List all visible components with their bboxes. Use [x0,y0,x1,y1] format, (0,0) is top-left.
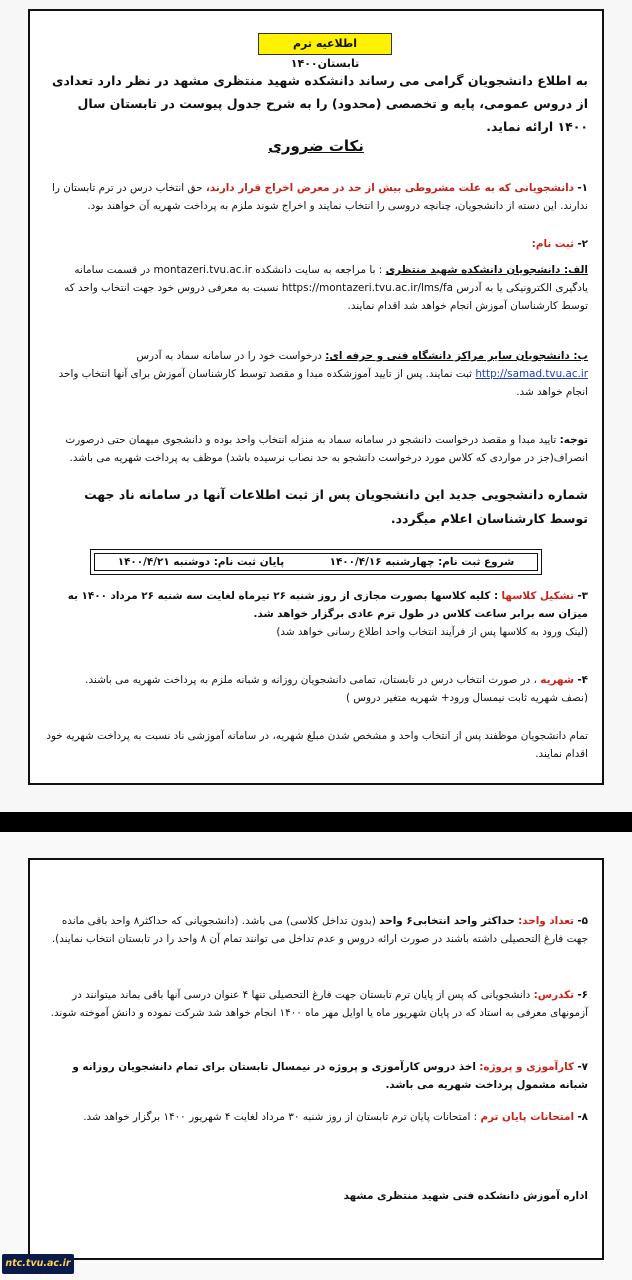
be-label: ب: دانشجویان سایر مراکز دانشگاه فنی و حرفه ای: [325,350,588,362]
registration-end: پایان ثبت نام: دوشنبه ۱۴۰۰/۴/۲۱ [117,556,285,568]
item-5-number: ۵- [577,915,588,927]
item-8-label: امتحانات پایان ترم [480,1111,575,1123]
watermark-logo [2,1254,74,1274]
item-8-text: : امتحانات پایان ترم تابستان از روز شنبه ۳۰ مرداد لغایت ۴ شهریور ۱۴۰۰ برگزار خواهد شد. [83,1111,478,1123]
item-5-bold: حداکثر واحد انتخابی۶ واحد [379,915,515,927]
watermark-text: ntc.tvu.ac.ir [5,1258,71,1269]
item-6-number: ۶- [577,989,588,1001]
item-8 [44,1108,588,1126]
item-4-number: ۴- [577,674,588,686]
section-heading: نکات ضروری [268,137,364,155]
college-site-text: montazeri.tvu.ac.ir [153,264,252,276]
item-5 [44,912,588,948]
item-3 [44,587,588,642]
item-8-number: ۸- [577,1111,588,1123]
item-3-text: : کلیه کلاسها بصورت مجازی از روز شنبه ۲۶ تیرماه لغایت سه شنبه ۲۶ مرداد ۱۴۰۰ به میزان سه برابر ساعت کلاس در طول ترم عادی برگزار خواهد شد. [67,590,588,621]
item-3-note: (لینک ورود به کلاسها پس از فرآیند انتخاب واحد اطلاع رسانی خواهد شد) [276,626,588,639]
be-text-2: ثبت نمایند. پس از تایید آموزشکده مبدا و مقصد توسط کارشناسان آموزش برای آنها انتخاب واحد انجام خواهد شد. [58,368,588,399]
announcement-title: اطلاعیه ترم تابستان۱۴۰۰ [258,33,392,55]
intro-paragraph: به اطلاع دانشجویان گرامی می رساند دانشکده شهید منتظری مشهد در نظر دارد تعدادی از دروس عمومی، پایه و تخصصی (محدود) را به شرح جدول پیوست در تابستان سال ۱۴۰۰ ارائه نماید. [52,73,588,135]
item-4-text: ، در صورت انتخاب درس در تابستان، تمامی دانشجویان روزانه و شبانه ملزم به پرداخت شهریه می باشند. [85,674,537,686]
item-1-number: ۱- [577,182,588,194]
page-separator [0,812,632,832]
final-paragraph: تمام دانشجویان موظفند پس از انتخاب واحد و مشخص شدن مبلغ شهریه، در سامانه آموزشی ناد نسبت به پرداخت شهریه خود اقدام نمایند. [46,730,588,761]
item-1-warning: دانشجویانی که به علت مشروطی بیش از حد در معرض اخراج قرار دارند، [205,182,575,194]
lms-address-text: https://montazeri.tvu.ac.ir/lms/fa [281,282,453,295]
item-5-text: (بدون تداخل کلاسی) می باشد. (دانشجویانی که حداکثر۸ واحد باقی مانده جهت فارغ التحصیلی داشته باشند در صورت ارائه دروس و عدم تداخل می توانند تمام آن ۸ واحد را در تابستان انتخاب نمایند). [51,915,588,946]
item-6 [44,986,588,1022]
note-paragraph [44,431,588,467]
document-page-2 [0,832,632,1280]
student-number-note: شماره دانشجویی جدید این دانشجویان پس از ثبت اطلاعات آنها در سامانه ناد جهت توسط کارشناسان اعلام میگردد. [84,487,588,526]
announcement-frame-1 [28,9,604,785]
item-4-note: (نصف شهریه ثابت نیمسال ورود+ شهریه متغیر دروس ) [345,692,588,705]
alef-label: الف: دانشجویان دانشکده شهید منتظری [385,264,588,276]
item-1-text: حق انتخاب درس در ترم تابستان را ندارند. این دسته از دانشجویان، چنانچه دروسی را انتخاب نمایند و اخراج شوند ملزم به پرداخت شهریه آن خواهند بود. [51,182,588,213]
item-7 [44,1058,588,1094]
note-label: توجه: [559,434,588,446]
announcement-frame-2 [28,858,604,1260]
alef-text-1: : با مراجعه به سایت دانشکده [255,264,383,276]
item-2-number: ۲- [577,238,588,250]
alef-text-2: در قسمت سامانه یادگیری الکترونیکی یا به آدرس [74,264,588,295]
item-4 [44,671,588,707]
registration-dates-box [90,549,542,575]
item-3-number: ۳- [577,590,588,602]
item-4-label: شهریه [540,674,575,686]
item-2-title [44,235,588,253]
be-text-1: درخواست خود را در سامانه سماد به آدرس [136,350,322,362]
item-7-number: ۷- [577,1061,588,1073]
registration-alef [44,261,588,316]
item-2-label: ثبت نام: [531,238,575,250]
samad-link[interactable]: http://samad.tvu.ac.ir [475,368,588,381]
note-text: تایید مبدا و مقصد درخواست دانشجو در سامانه سماد به منزله انتخاب واحد بوده و دانشجوی میهمان حتی درصورت انصراف(جز در مواردی که کلاس مورد درخواست دانشجو به حد نصاب نرسیده باشد) موظف به پرداخت شهریه می باشد. [65,434,588,465]
alef-text-3: نسبت به معرفی دروس خود جهت انتخاب واحد که توسط کارشناسان آموزش انجام خواهد شد اقدام نمایند. [64,282,588,313]
item-7-text: اخذ دروس کارآموزی و پروژه در نیمسال تابستان برای تمام دانشجویان روزانه و شبانه مشمول پرداخت شهریه می باشد. [72,1061,588,1092]
signature: اداره آموزش دانشکده فنی شهید منتظری مشهد [343,1190,588,1202]
item-7-label: کارآموزی و پروژه: [479,1061,575,1073]
item-5-label: تعداد واحد: [518,915,575,927]
item-6-label: تکدرس: [533,989,575,1001]
registration-start: شروع ثبت نام: چهارشنبه ۱۴۰۰/۴/۱۶ [329,556,515,568]
item-3-label: تشکیل کلاسها [501,590,575,602]
registration-be [44,347,588,402]
item-6-text: دانشجویانی که پس از پایان ترم تابستان جهت فارغ التحصیلی تنها ۴ عنوان درسی آنها باقی بماند میتوانند در آزمونهای معرفی به استاد که در پایان شهریور ماه یا اوایل مهر ماه ۱۴۰۰ انجام خواهد شد شرکت نموده و دانش آموخته شوند. [50,989,588,1020]
item-1 [44,179,588,215]
